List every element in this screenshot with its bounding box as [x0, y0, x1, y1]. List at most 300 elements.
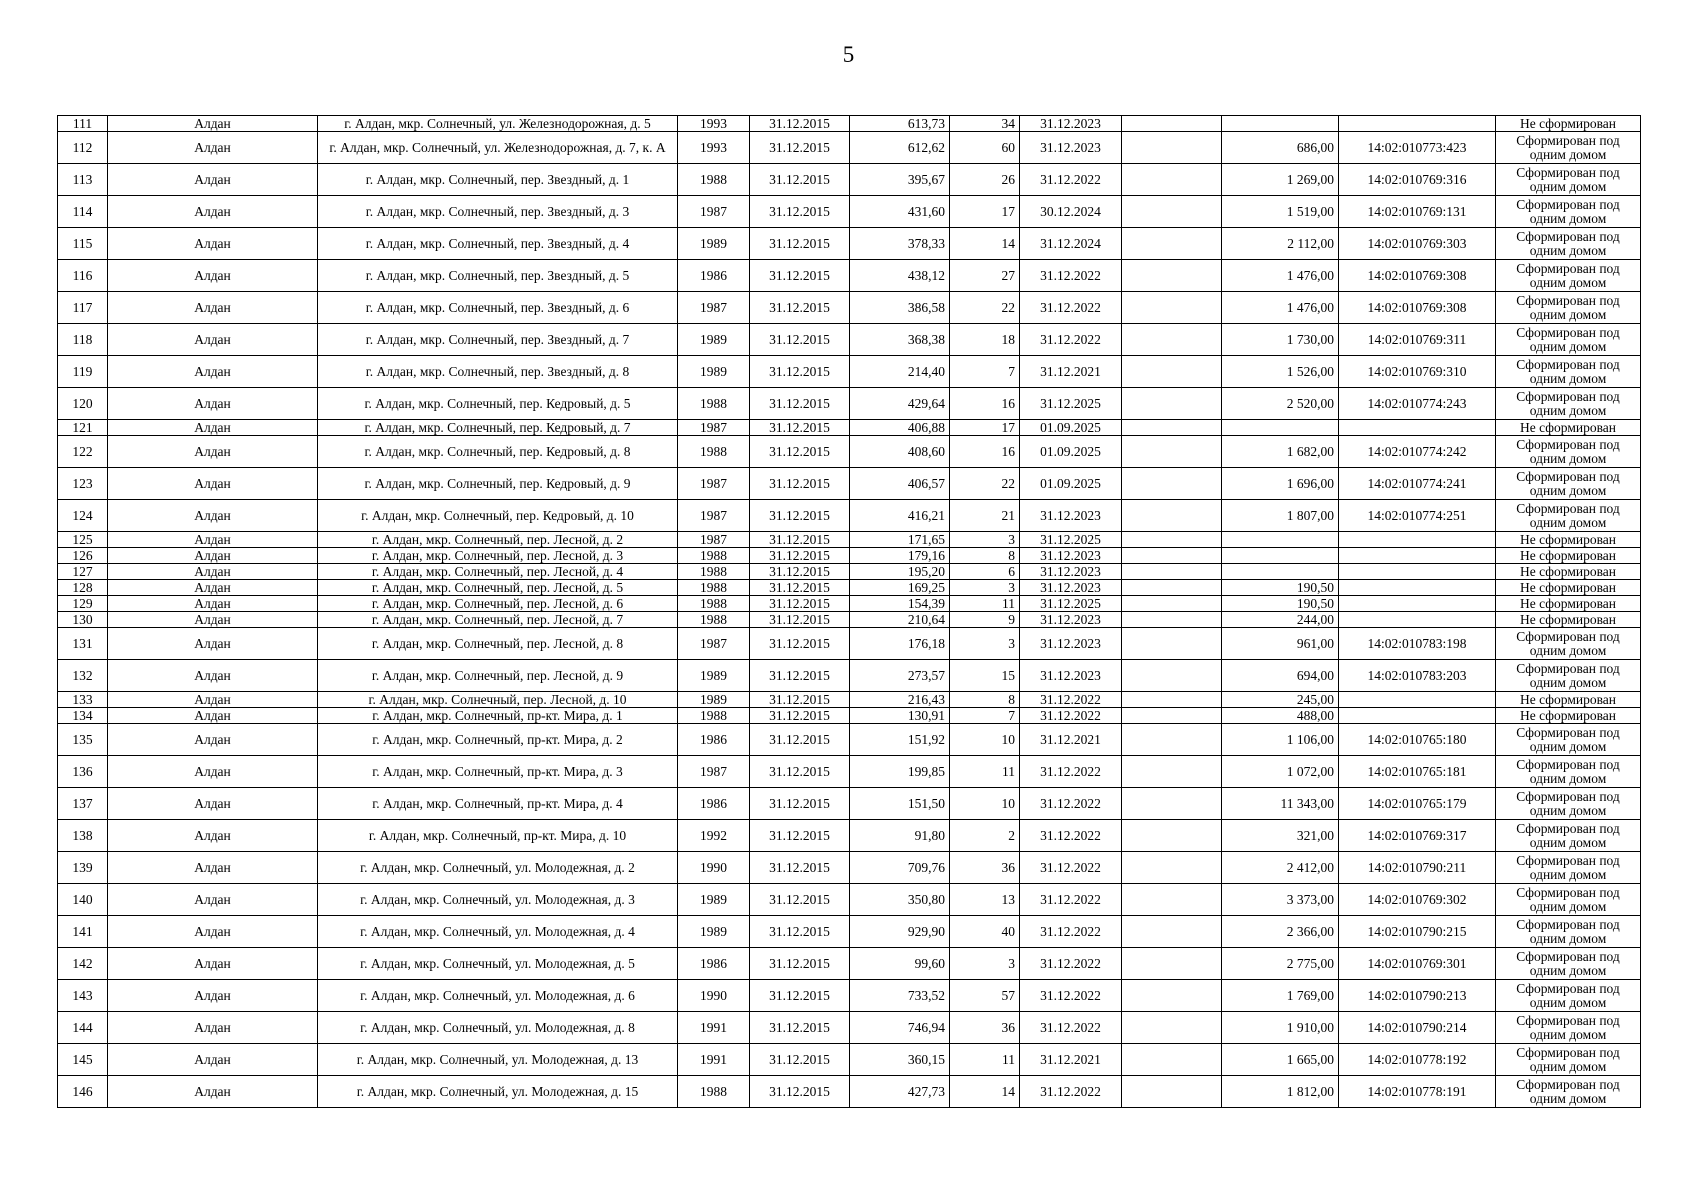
land-status-cell: Сформирован под одним домом — [1496, 324, 1641, 356]
address-cell: г. Алдан, мкр. Солнечный, пер. Звездный, д. 4 — [318, 228, 678, 260]
area-cell: 179,16 — [850, 548, 950, 564]
residents-cell: 3 — [950, 532, 1020, 548]
table-row — [58, 1012, 1641, 1044]
recognition-date-cell: 31.12.2015 — [750, 468, 850, 500]
resettlement-date-cell: 31.12.2022 — [1020, 260, 1122, 292]
build-year-cell: 1988 — [678, 564, 750, 580]
recognition-date-cell: 31.12.2015 — [750, 260, 850, 292]
cadastral-number-cell: 14:02:010765:180 — [1339, 724, 1496, 756]
resettlement-date-cell: 31.12.2022 — [1020, 916, 1122, 948]
build-year-cell: 1989 — [678, 884, 750, 916]
recognition-date-cell: 31.12.2015 — [750, 756, 850, 788]
recognition-date-cell: 31.12.2015 — [750, 788, 850, 820]
municipality-cell: Алдан — [108, 788, 318, 820]
table-row — [58, 196, 1641, 228]
table-row — [58, 724, 1641, 756]
empty-cell — [1122, 132, 1222, 164]
area-cell: 395,67 — [850, 164, 950, 196]
municipality-cell: Алдан — [108, 436, 318, 468]
address-cell: г. Алдан, мкр. Солнечный, пр-кт. Мира, д. 3 — [318, 756, 678, 788]
resettlement-date-cell: 31.12.2021 — [1020, 724, 1122, 756]
row-number-cell: 125 — [58, 532, 108, 548]
address-cell: г. Алдан, мкр. Солнечный, ул. Молодежная, д. 15 — [318, 1076, 678, 1108]
address-cell: г. Алдан, мкр. Солнечный, пр-кт. Мира, д. 4 — [318, 788, 678, 820]
empty-cell — [1122, 420, 1222, 436]
table-row — [58, 132, 1641, 164]
area-cell: 612,62 — [850, 132, 950, 164]
land-status-cell: Не сформирован — [1496, 548, 1641, 564]
address-cell: г. Алдан, мкр. Солнечный, пр-кт. Мира, д. 1 — [318, 708, 678, 724]
address-cell: г. Алдан, мкр. Солнечный, ул. Молодежная, д. 4 — [318, 916, 678, 948]
cadastral-number-cell: 14:02:010790:215 — [1339, 916, 1496, 948]
area-cell: 273,57 — [850, 660, 950, 692]
cadastral-number-cell: 14:02:010790:211 — [1339, 852, 1496, 884]
land-area-cell: 190,50 — [1222, 596, 1339, 612]
land-status-cell: Сформирован под одним домом — [1496, 436, 1641, 468]
land-status-cell: Сформирован под одним домом — [1496, 356, 1641, 388]
cadastral-number-cell: 14:02:010783:203 — [1339, 660, 1496, 692]
residents-cell: 9 — [950, 612, 1020, 628]
address-cell: г. Алдан, мкр. Солнечный, пер. Кедровый, д. 7 — [318, 420, 678, 436]
table-row — [58, 420, 1641, 436]
empty-cell — [1122, 196, 1222, 228]
empty-cell — [1122, 756, 1222, 788]
build-year-cell: 1988 — [678, 596, 750, 612]
land-status-cell: Сформирован под одним домом — [1496, 1012, 1641, 1044]
empty-cell — [1122, 852, 1222, 884]
municipality-cell: Алдан — [108, 660, 318, 692]
land-status-cell: Сформирован под одним домом — [1496, 916, 1641, 948]
residents-cell: 60 — [950, 132, 1020, 164]
table-row — [58, 980, 1641, 1012]
municipality-cell: Алдан — [108, 548, 318, 564]
cadastral-number-cell — [1339, 596, 1496, 612]
recognition-date-cell: 31.12.2015 — [750, 292, 850, 324]
cadastral-number-cell — [1339, 692, 1496, 708]
build-year-cell: 1988 — [678, 612, 750, 628]
land-area-cell: 1 682,00 — [1222, 436, 1339, 468]
row-number-cell: 145 — [58, 1044, 108, 1076]
row-number-cell: 117 — [58, 292, 108, 324]
land-area-cell: 1 696,00 — [1222, 468, 1339, 500]
recognition-date-cell: 31.12.2015 — [750, 628, 850, 660]
table-row — [58, 628, 1641, 660]
empty-cell — [1122, 980, 1222, 1012]
land-status-cell: Сформирован под одним домом — [1496, 228, 1641, 260]
land-area-cell: 1 769,00 — [1222, 980, 1339, 1012]
land-area-cell: 3 373,00 — [1222, 884, 1339, 916]
area-cell: 406,57 — [850, 468, 950, 500]
municipality-cell: Алдан — [108, 164, 318, 196]
recognition-date-cell: 31.12.2015 — [750, 596, 850, 612]
empty-cell — [1122, 692, 1222, 708]
build-year-cell: 1992 — [678, 820, 750, 852]
residents-cell: 34 — [950, 116, 1020, 132]
address-cell: г. Алдан, мкр. Солнечный, пер. Лесной, д. 2 — [318, 532, 678, 548]
residents-cell: 16 — [950, 388, 1020, 420]
resettlement-date-cell: 31.12.2025 — [1020, 532, 1122, 548]
address-cell: г. Алдан, мкр. Солнечный, пер. Звездный, д. 5 — [318, 260, 678, 292]
recognition-date-cell: 31.12.2015 — [750, 852, 850, 884]
empty-cell — [1122, 884, 1222, 916]
area-cell: 91,80 — [850, 820, 950, 852]
resettlement-date-cell: 01.09.2025 — [1020, 420, 1122, 436]
land-status-cell: Не сформирован — [1496, 564, 1641, 580]
table-row — [58, 708, 1641, 724]
address-cell: г. Алдан, мкр. Солнечный, ул. Молодежная, д. 2 — [318, 852, 678, 884]
cadastral-number-cell: 14:02:010774:242 — [1339, 436, 1496, 468]
table-row — [58, 596, 1641, 612]
address-cell: г. Алдан, мкр. Солнечный, пер. Лесной, д. 7 — [318, 612, 678, 628]
table-row — [58, 436, 1641, 468]
residents-cell: 10 — [950, 724, 1020, 756]
build-year-cell: 1989 — [678, 692, 750, 708]
land-status-cell: Сформирован под одним домом — [1496, 724, 1641, 756]
table-row — [58, 820, 1641, 852]
cadastral-number-cell: 14:02:010773:423 — [1339, 132, 1496, 164]
empty-cell — [1122, 596, 1222, 612]
area-cell: 408,60 — [850, 436, 950, 468]
recognition-date-cell: 31.12.2015 — [750, 948, 850, 980]
row-number-cell: 113 — [58, 164, 108, 196]
table-row — [58, 260, 1641, 292]
land-area-cell: 11 343,00 — [1222, 788, 1339, 820]
resettlement-date-cell: 31.12.2022 — [1020, 164, 1122, 196]
table-row — [58, 948, 1641, 980]
table-body — [58, 116, 1641, 1108]
empty-cell — [1122, 788, 1222, 820]
recognition-date-cell: 31.12.2015 — [750, 692, 850, 708]
land-status-cell: Сформирован под одним домом — [1496, 660, 1641, 692]
empty-cell — [1122, 356, 1222, 388]
residents-cell: 11 — [950, 1044, 1020, 1076]
land-status-cell: Сформирован под одним домом — [1496, 292, 1641, 324]
row-number-cell: 115 — [58, 228, 108, 260]
residents-cell: 26 — [950, 164, 1020, 196]
resettlement-date-cell: 30.12.2024 — [1020, 196, 1122, 228]
municipality-cell: Алдан — [108, 324, 318, 356]
land-status-cell: Сформирован под одним домом — [1496, 1044, 1641, 1076]
land-status-cell: Сформирован под одним домом — [1496, 132, 1641, 164]
municipality-cell: Алдан — [108, 196, 318, 228]
row-number-cell: 139 — [58, 852, 108, 884]
recognition-date-cell: 31.12.2015 — [750, 196, 850, 228]
resettlement-date-cell: 31.12.2022 — [1020, 820, 1122, 852]
address-cell: г. Алдан, мкр. Солнечный, пер. Лесной, д. 4 — [318, 564, 678, 580]
table-row — [58, 916, 1641, 948]
cadastral-number-cell — [1339, 532, 1496, 548]
build-year-cell: 1986 — [678, 260, 750, 292]
land-area-cell: 2 412,00 — [1222, 852, 1339, 884]
land-status-cell: Сформирован под одним домом — [1496, 1076, 1641, 1108]
land-area-cell: 2 775,00 — [1222, 948, 1339, 980]
resettlement-date-cell: 31.12.2021 — [1020, 356, 1122, 388]
build-year-cell: 1987 — [678, 468, 750, 500]
cadastral-number-cell: 14:02:010765:179 — [1339, 788, 1496, 820]
row-number-cell: 131 — [58, 628, 108, 660]
municipality-cell: Алдан — [108, 580, 318, 596]
area-cell: 431,60 — [850, 196, 950, 228]
municipality-cell: Алдан — [108, 916, 318, 948]
table-row — [58, 612, 1641, 628]
residents-cell: 3 — [950, 580, 1020, 596]
resettlement-date-cell: 31.12.2022 — [1020, 884, 1122, 916]
row-number-cell: 128 — [58, 580, 108, 596]
table-row — [58, 884, 1641, 916]
land-area-cell: 1 526,00 — [1222, 356, 1339, 388]
land-status-cell: Сформирован под одним домом — [1496, 196, 1641, 228]
build-year-cell: 1987 — [678, 756, 750, 788]
residents-cell: 2 — [950, 820, 1020, 852]
resettlement-date-cell: 31.12.2022 — [1020, 1076, 1122, 1108]
cadastral-number-cell: 14:02:010790:214 — [1339, 1012, 1496, 1044]
land-area-cell: 2 112,00 — [1222, 228, 1339, 260]
row-number-cell: 142 — [58, 948, 108, 980]
land-area-cell: 686,00 — [1222, 132, 1339, 164]
recognition-date-cell: 31.12.2015 — [750, 548, 850, 564]
recognition-date-cell: 31.12.2015 — [750, 612, 850, 628]
empty-cell — [1122, 260, 1222, 292]
municipality-cell: Алдан — [108, 356, 318, 388]
resettlement-date-cell: 31.12.2022 — [1020, 292, 1122, 324]
empty-cell — [1122, 228, 1222, 260]
residents-cell: 36 — [950, 852, 1020, 884]
residents-cell: 36 — [950, 1012, 1020, 1044]
area-cell: 151,50 — [850, 788, 950, 820]
build-year-cell: 1991 — [678, 1044, 750, 1076]
municipality-cell: Алдан — [108, 468, 318, 500]
cadastral-number-cell: 14:02:010769:310 — [1339, 356, 1496, 388]
area-cell: 176,18 — [850, 628, 950, 660]
residents-cell: 14 — [950, 228, 1020, 260]
land-status-cell: Сформирован под одним домом — [1496, 980, 1641, 1012]
empty-cell — [1122, 468, 1222, 500]
address-cell: г. Алдан, мкр. Солнечный, ул. Железнодорожная, д. 7, к. А — [318, 132, 678, 164]
resettlement-date-cell: 31.12.2023 — [1020, 116, 1122, 132]
municipality-cell: Алдан — [108, 532, 318, 548]
row-number-cell: 120 — [58, 388, 108, 420]
land-area-cell: 1 476,00 — [1222, 260, 1339, 292]
residents-cell: 22 — [950, 292, 1020, 324]
row-number-cell: 119 — [58, 356, 108, 388]
recognition-date-cell: 31.12.2015 — [750, 884, 850, 916]
address-cell: г. Алдан, мкр. Солнечный, пер. Кедровый, д. 9 — [318, 468, 678, 500]
municipality-cell: Алдан — [108, 708, 318, 724]
table-row — [58, 756, 1641, 788]
land-status-cell: Сформирован под одним домом — [1496, 788, 1641, 820]
table-row — [58, 660, 1641, 692]
address-cell: г. Алдан, мкр. Солнечный, ул. Молодежная, д. 3 — [318, 884, 678, 916]
build-year-cell: 1989 — [678, 228, 750, 260]
municipality-cell: Алдан — [108, 116, 318, 132]
empty-cell — [1122, 948, 1222, 980]
residents-cell: 15 — [950, 660, 1020, 692]
address-cell: г. Алдан, мкр. Солнечный, пр-кт. Мира, д. 10 — [318, 820, 678, 852]
land-area-cell — [1222, 564, 1339, 580]
row-number-cell: 127 — [58, 564, 108, 580]
recognition-date-cell: 31.12.2015 — [750, 820, 850, 852]
table-row — [58, 548, 1641, 564]
land-area-cell: 1 106,00 — [1222, 724, 1339, 756]
address-cell: г. Алдан, мкр. Солнечный, пер. Звездный, д. 8 — [318, 356, 678, 388]
row-number-cell: 141 — [58, 916, 108, 948]
residents-cell: 8 — [950, 548, 1020, 564]
address-cell: г. Алдан, мкр. Солнечный, ул. Молодежная, д. 6 — [318, 980, 678, 1012]
area-cell: 438,12 — [850, 260, 950, 292]
area-cell: 195,20 — [850, 564, 950, 580]
empty-cell — [1122, 724, 1222, 756]
recognition-date-cell: 31.12.2015 — [750, 1076, 850, 1108]
land-area-cell: 961,00 — [1222, 628, 1339, 660]
cadastral-number-cell: 14:02:010774:251 — [1339, 500, 1496, 532]
resettlement-date-cell: 31.12.2021 — [1020, 1044, 1122, 1076]
municipality-cell: Алдан — [108, 1044, 318, 1076]
cadastral-number-cell — [1339, 116, 1496, 132]
area-cell: 154,39 — [850, 596, 950, 612]
build-year-cell: 1987 — [678, 628, 750, 660]
land-status-cell: Не сформирован — [1496, 532, 1641, 548]
land-status-cell: Не сформирован — [1496, 596, 1641, 612]
build-year-cell: 1993 — [678, 116, 750, 132]
empty-cell — [1122, 564, 1222, 580]
build-year-cell: 1986 — [678, 724, 750, 756]
residents-cell: 16 — [950, 436, 1020, 468]
row-number-cell: 112 — [58, 132, 108, 164]
build-year-cell: 1987 — [678, 500, 750, 532]
row-number-cell: 138 — [58, 820, 108, 852]
resettlement-date-cell: 31.12.2022 — [1020, 980, 1122, 1012]
land-area-cell: 2 366,00 — [1222, 916, 1339, 948]
land-status-cell: Сформирован под одним домом — [1496, 468, 1641, 500]
table-row — [58, 564, 1641, 580]
table-row — [58, 324, 1641, 356]
land-area-cell: 2 520,00 — [1222, 388, 1339, 420]
cadastral-number-cell: 14:02:010778:192 — [1339, 1044, 1496, 1076]
land-area-cell: 1 730,00 — [1222, 324, 1339, 356]
table-row — [58, 500, 1641, 532]
table-row — [58, 580, 1641, 596]
build-year-cell: 1993 — [678, 132, 750, 164]
land-area-cell: 244,00 — [1222, 612, 1339, 628]
municipality-cell: Алдан — [108, 756, 318, 788]
residents-cell: 3 — [950, 628, 1020, 660]
empty-cell — [1122, 916, 1222, 948]
table-row — [58, 532, 1641, 548]
recognition-date-cell: 31.12.2015 — [750, 1012, 850, 1044]
municipality-cell: Алдан — [108, 132, 318, 164]
resettlement-date-cell: 31.12.2023 — [1020, 628, 1122, 660]
table-row — [58, 468, 1641, 500]
build-year-cell: 1990 — [678, 852, 750, 884]
resettlement-date-cell: 31.12.2022 — [1020, 756, 1122, 788]
recognition-date-cell: 31.12.2015 — [750, 724, 850, 756]
row-number-cell: 118 — [58, 324, 108, 356]
area-cell: 416,21 — [850, 500, 950, 532]
build-year-cell: 1990 — [678, 980, 750, 1012]
municipality-cell: Алдан — [108, 980, 318, 1012]
cadastral-number-cell: 14:02:010769:303 — [1339, 228, 1496, 260]
land-status-cell: Не сформирован — [1496, 116, 1641, 132]
area-cell: 929,90 — [850, 916, 950, 948]
address-cell: г. Алдан, мкр. Солнечный, пер. Лесной, д. 3 — [318, 548, 678, 564]
residents-cell: 17 — [950, 196, 1020, 228]
address-cell: г. Алдан, мкр. Солнечный, ул. Молодежная, д. 5 — [318, 948, 678, 980]
area-cell: 360,15 — [850, 1044, 950, 1076]
residents-cell: 40 — [950, 916, 1020, 948]
municipality-cell: Алдан — [108, 500, 318, 532]
resettlement-date-cell: 01.09.2025 — [1020, 468, 1122, 500]
address-cell: г. Алдан, мкр. Солнечный, пер. Звездный, д. 1 — [318, 164, 678, 196]
table-row — [58, 164, 1641, 196]
resettlement-date-cell: 31.12.2023 — [1020, 612, 1122, 628]
row-number-cell: 122 — [58, 436, 108, 468]
empty-cell — [1122, 548, 1222, 564]
page-number: 5 — [842, 42, 855, 67]
land-area-cell: 1 476,00 — [1222, 292, 1339, 324]
empty-cell — [1122, 820, 1222, 852]
residents-cell: 11 — [950, 596, 1020, 612]
land-area-cell — [1222, 548, 1339, 564]
land-area-cell: 1 910,00 — [1222, 1012, 1339, 1044]
land-area-cell: 694,00 — [1222, 660, 1339, 692]
cadastral-number-cell — [1339, 708, 1496, 724]
build-year-cell: 1988 — [678, 548, 750, 564]
resettlement-date-cell: 01.09.2025 — [1020, 436, 1122, 468]
build-year-cell: 1988 — [678, 388, 750, 420]
row-number-cell: 126 — [58, 548, 108, 564]
municipality-cell: Алдан — [108, 1076, 318, 1108]
build-year-cell: 1988 — [678, 580, 750, 596]
housing-registry-table — [57, 115, 1641, 1108]
table-row — [58, 388, 1641, 420]
cadastral-number-cell: 14:02:010769:316 — [1339, 164, 1496, 196]
row-number-cell: 123 — [58, 468, 108, 500]
empty-cell — [1122, 1076, 1222, 1108]
cadastral-number-cell: 14:02:010769:308 — [1339, 292, 1496, 324]
recognition-date-cell: 31.12.2015 — [750, 164, 850, 196]
build-year-cell: 1989 — [678, 356, 750, 388]
cadastral-number-cell: 14:02:010783:198 — [1339, 628, 1496, 660]
residents-cell: 10 — [950, 788, 1020, 820]
address-cell: г. Алдан, мкр. Солнечный, пер. Кедровый, д. 8 — [318, 436, 678, 468]
municipality-cell: Алдан — [108, 420, 318, 436]
residents-cell: 13 — [950, 884, 1020, 916]
build-year-cell: 1989 — [678, 916, 750, 948]
empty-cell — [1122, 1044, 1222, 1076]
empty-cell — [1122, 660, 1222, 692]
municipality-cell: Алдан — [108, 228, 318, 260]
resettlement-date-cell: 31.12.2025 — [1020, 596, 1122, 612]
resettlement-date-cell: 31.12.2022 — [1020, 1012, 1122, 1044]
table-row — [58, 1076, 1641, 1108]
table-row — [58, 852, 1641, 884]
address-cell: г. Алдан, мкр. Солнечный, ул. Железнодорожная, д. 5 — [318, 116, 678, 132]
resettlement-date-cell: 31.12.2022 — [1020, 852, 1122, 884]
resettlement-date-cell: 31.12.2023 — [1020, 500, 1122, 532]
recognition-date-cell: 31.12.2015 — [750, 1044, 850, 1076]
cadastral-number-cell — [1339, 564, 1496, 580]
municipality-cell: Алдан — [108, 292, 318, 324]
cadastral-number-cell — [1339, 420, 1496, 436]
area-cell: 429,64 — [850, 388, 950, 420]
table-row — [58, 228, 1641, 260]
area-cell: 216,43 — [850, 692, 950, 708]
recognition-date-cell: 31.12.2015 — [750, 116, 850, 132]
row-number-cell: 124 — [58, 500, 108, 532]
table-row — [58, 692, 1641, 708]
cadastral-number-cell: 14:02:010769:308 — [1339, 260, 1496, 292]
recognition-date-cell: 31.12.2015 — [750, 980, 850, 1012]
